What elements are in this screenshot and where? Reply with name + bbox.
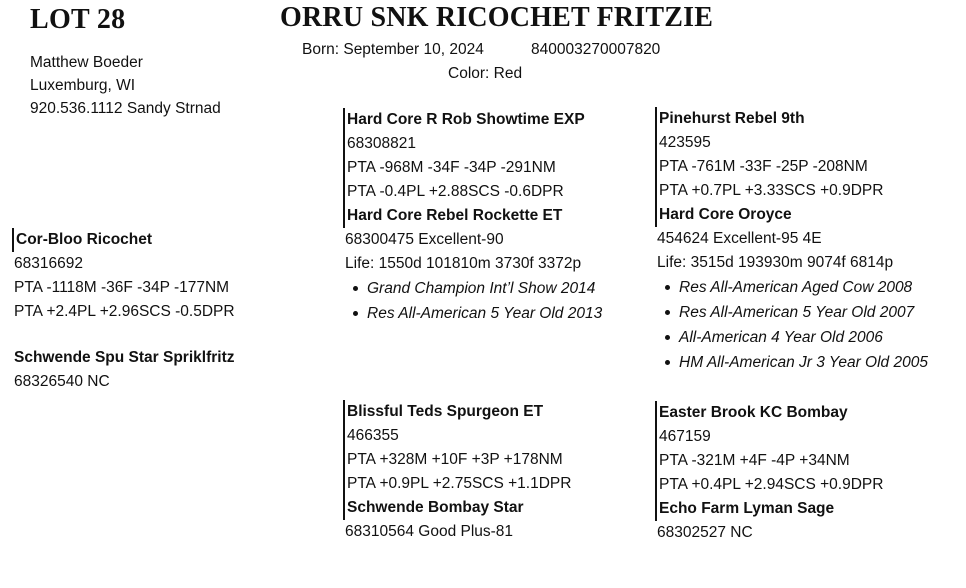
consignor-location: Luxemburg, WI (30, 77, 136, 94)
dam-dam-name: Schwende Bombay Star (347, 499, 524, 516)
dam-sire-reg: 466355 (347, 427, 399, 444)
consignor-block (30, 51, 221, 120)
dam-sire-block (343, 400, 571, 544)
sd-dam-reg: 454624 Excellent-95 4E (657, 230, 822, 247)
dam-reg: 68326540 NC (14, 373, 110, 390)
honor-item: HM All-American Jr 3 Year Old 2005 (657, 350, 928, 375)
animal-name: ORRU SNK RICOCHET FRITZIE (280, 2, 714, 33)
ss-sire-pta-health: PTA +0.7PL +3.33SCS +0.9DPR (659, 182, 884, 199)
sire-sire-pta-health: PTA -0.4PL +2.88SCS -0.6DPR (347, 183, 564, 200)
honor-item: Res All-American 5 Year Old 2007 (657, 300, 928, 325)
honor-item: Res All-American 5 Year Old 2013 (345, 301, 602, 326)
birth-date: Born: September 10, 2024 (302, 41, 484, 58)
sire-dam-reg: 68300475 Excellent-90 (345, 231, 504, 248)
consignor-name: Matthew Boeder (30, 54, 143, 71)
ss-sire-pta-production: PTA -761M -33F -25P -208NM (659, 158, 868, 175)
ss-sire-reg: 423595 (659, 134, 711, 151)
lot-number: LOT 28 (30, 4, 126, 35)
honor-item: All-American 4 Year Old 2006 (657, 325, 928, 350)
dd-sire-name: Easter Brook KC Bombay (659, 404, 848, 421)
dam-block (12, 346, 235, 394)
sire-dam-honors (345, 276, 602, 326)
sire-sire-pta-production: PTA -968M -34F -34P -291NM (347, 159, 556, 176)
ss-sire-block (655, 107, 928, 375)
sire-pta-health: PTA +2.4PL +2.96SCS -0.5DPR (14, 303, 235, 320)
sire-block (12, 228, 235, 324)
sire-name: Cor-Bloo Ricochet (12, 228, 235, 252)
dam-sire-name: Blissful Teds Spurgeon ET (347, 403, 544, 420)
ss-sire-name: Pinehurst Rebel 9th (659, 110, 805, 127)
registration-number: 840003270007820 (531, 41, 661, 58)
sire-sire-block (343, 108, 602, 326)
dam-dam-reg: 68310564 Good Plus-81 (345, 523, 514, 540)
dd-dam-name: Echo Farm Lyman Sage (659, 500, 835, 517)
dd-sire-block (655, 401, 883, 545)
dam-name: Schwende Spu Star Spriklfritz (14, 349, 235, 366)
dd-sire-reg: 467159 (659, 428, 711, 445)
sd-dam-name: Hard Core Oroyce (659, 206, 792, 223)
animal-color: Color: Red (448, 65, 523, 82)
dam-sire-pta-production: PTA +328M +10F +3P +178NM (347, 451, 563, 468)
honor-item: Res All-American Aged Cow 2008 (657, 275, 928, 300)
sd-dam-honors (657, 275, 928, 375)
sd-dam-life: Life: 3515d 193930m 9074f 6814p (657, 254, 894, 271)
honor-item: Grand Champion Int’l Show 2014 (345, 276, 602, 301)
dd-sire-pta-health: PTA +0.4PL +2.94SCS +0.9DPR (659, 476, 884, 493)
sire-sire-name: Hard Core R Rob Showtime EXP (347, 111, 585, 128)
consignor-phone: 920.536.1112 Sandy Strnad (30, 100, 221, 117)
sire-pta-production: PTA -1118M -36F -34P -177NM (14, 279, 230, 296)
dd-dam-reg: 68302527 NC (657, 524, 753, 541)
sire-dam-name: Hard Core Rebel Rockette ET (347, 207, 563, 224)
dd-sire-pta-production: PTA -321M +4F -4P +34NM (659, 452, 850, 469)
sire-sire-reg: 68308821 (347, 135, 416, 152)
sire-dam-life: Life: 1550d 101810m 3730f 3372p (345, 255, 582, 272)
dam-sire-pta-health: PTA +0.9PL +2.75SCS +1.1DPR (347, 475, 572, 492)
sire-reg: 68316692 (14, 255, 83, 272)
